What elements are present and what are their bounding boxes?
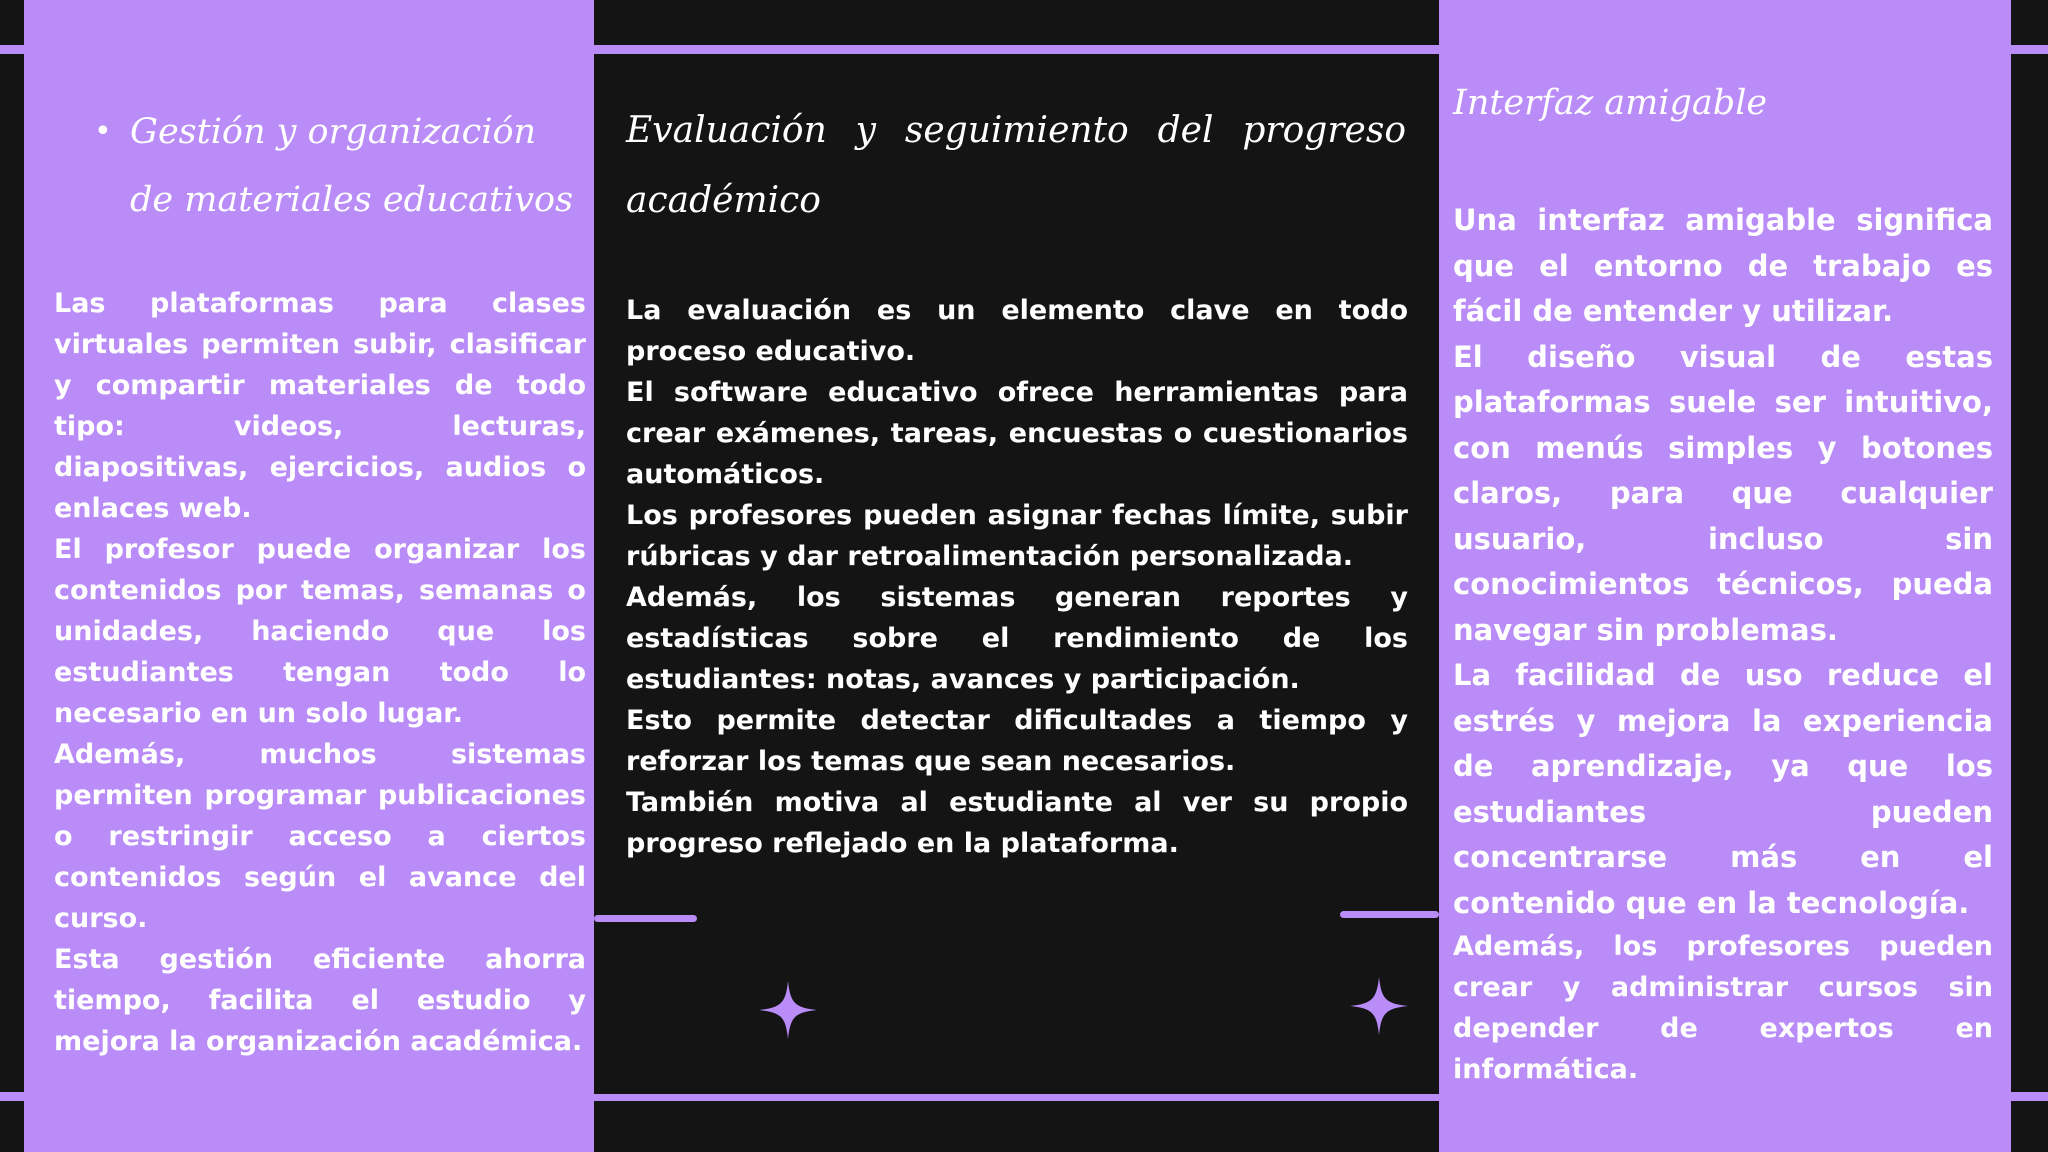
left-title-block	[94, 98, 584, 234]
top-band-left	[0, 45, 24, 54]
left-paragraph: Las plataformas para clases virtuales permiten subir, clasificar y compartir materiales de todo tipo: videos, lecturas, diapositivas, ejercicios, audios o enlaces web.	[54, 288, 586, 524]
middle-body	[626, 290, 1408, 864]
top-band-right	[2011, 45, 2048, 54]
bottom-band-right	[2011, 1092, 2048, 1101]
left-paragraph: Esta gestión eficiente ahorra tiempo, facilita el estudio y mejora la organización académica.	[54, 944, 586, 1057]
left-body	[54, 283, 586, 1062]
right-panel	[1439, 0, 2011, 1152]
right-paragraph: Una interfaz amigable significa que el entorno de trabajo es fácil de entender y utilizar.	[1453, 203, 1993, 328]
middle-paragraph: El software educativo ofrece herramientas para crear exámenes, tareas, encuestas o cuestionarios automáticos.	[626, 377, 1408, 490]
bottom-band-left	[0, 1092, 24, 1101]
middle-paragraph: Además, los sistemas generan reportes y estadísticas sobre el rendimiento de los estudiantes: notas, avances y participación.	[626, 582, 1408, 695]
right-paragraph: El diseño visual de estas plataformas suele ser intuitivo, con menús simples y botones claros, para que cualquier usuario, incluso sin conocimientos técnicos, pueda navegar sin problemas.	[1453, 339, 1993, 647]
left-title	[94, 98, 584, 234]
decor-line-left	[594, 915, 697, 922]
middle-paragraph: También motiva al estudiante al ver su propio progreso reflejado en la plataforma.	[626, 787, 1408, 859]
four-point-star-icon	[1350, 977, 1408, 1035]
bullet: •	[94, 114, 112, 149]
left-paragraph: El profesor puede organizar los contenidos por temas, semanas o unidades, haciendo que los estudiantes tengan todo lo necesario en un solo lugar.	[54, 534, 586, 729]
left-panel	[24, 0, 594, 1152]
middle-paragraph: La evaluación es un elemento clave en todo proceso educativo.	[626, 295, 1408, 367]
right-paragraph: Además, los profesores pueden crear y administrar cursos sin depender de expertos en informática.	[1453, 931, 1993, 1085]
left-paragraph: Además, muchos sistemas permiten programar publicaciones o restringir acceso a ciertos contenidos según el avance del curso.	[54, 739, 586, 934]
left-title-text: Gestión y organización de materiales educativos	[130, 112, 574, 220]
right-paragraph: La facilidad de uso reduce el estrés y mejora la experiencia de aprendizaje, ya que los estudiantes pueden concentrarse más en el contenido que en la tecnología.	[1453, 658, 1993, 920]
four-point-star-icon	[759, 981, 817, 1039]
right-title: Interfaz amigable	[1453, 83, 1768, 123]
middle-paragraph: Esto permite detectar dificultades a tiempo y reforzar los temas que sean necesarios.	[626, 705, 1408, 777]
middle-paragraph: Los profesores pueden asignar fechas límite, subir rúbricas y dar retroalimentación personalizada.	[626, 500, 1408, 572]
middle-title: Evaluación y seguimiento del progreso académico	[626, 110, 1406, 221]
middle-panel	[594, 54, 1439, 1094]
top-band-mid	[594, 45, 1439, 54]
decor-line-right	[1340, 911, 1439, 918]
right-body	[1453, 198, 1993, 1090]
